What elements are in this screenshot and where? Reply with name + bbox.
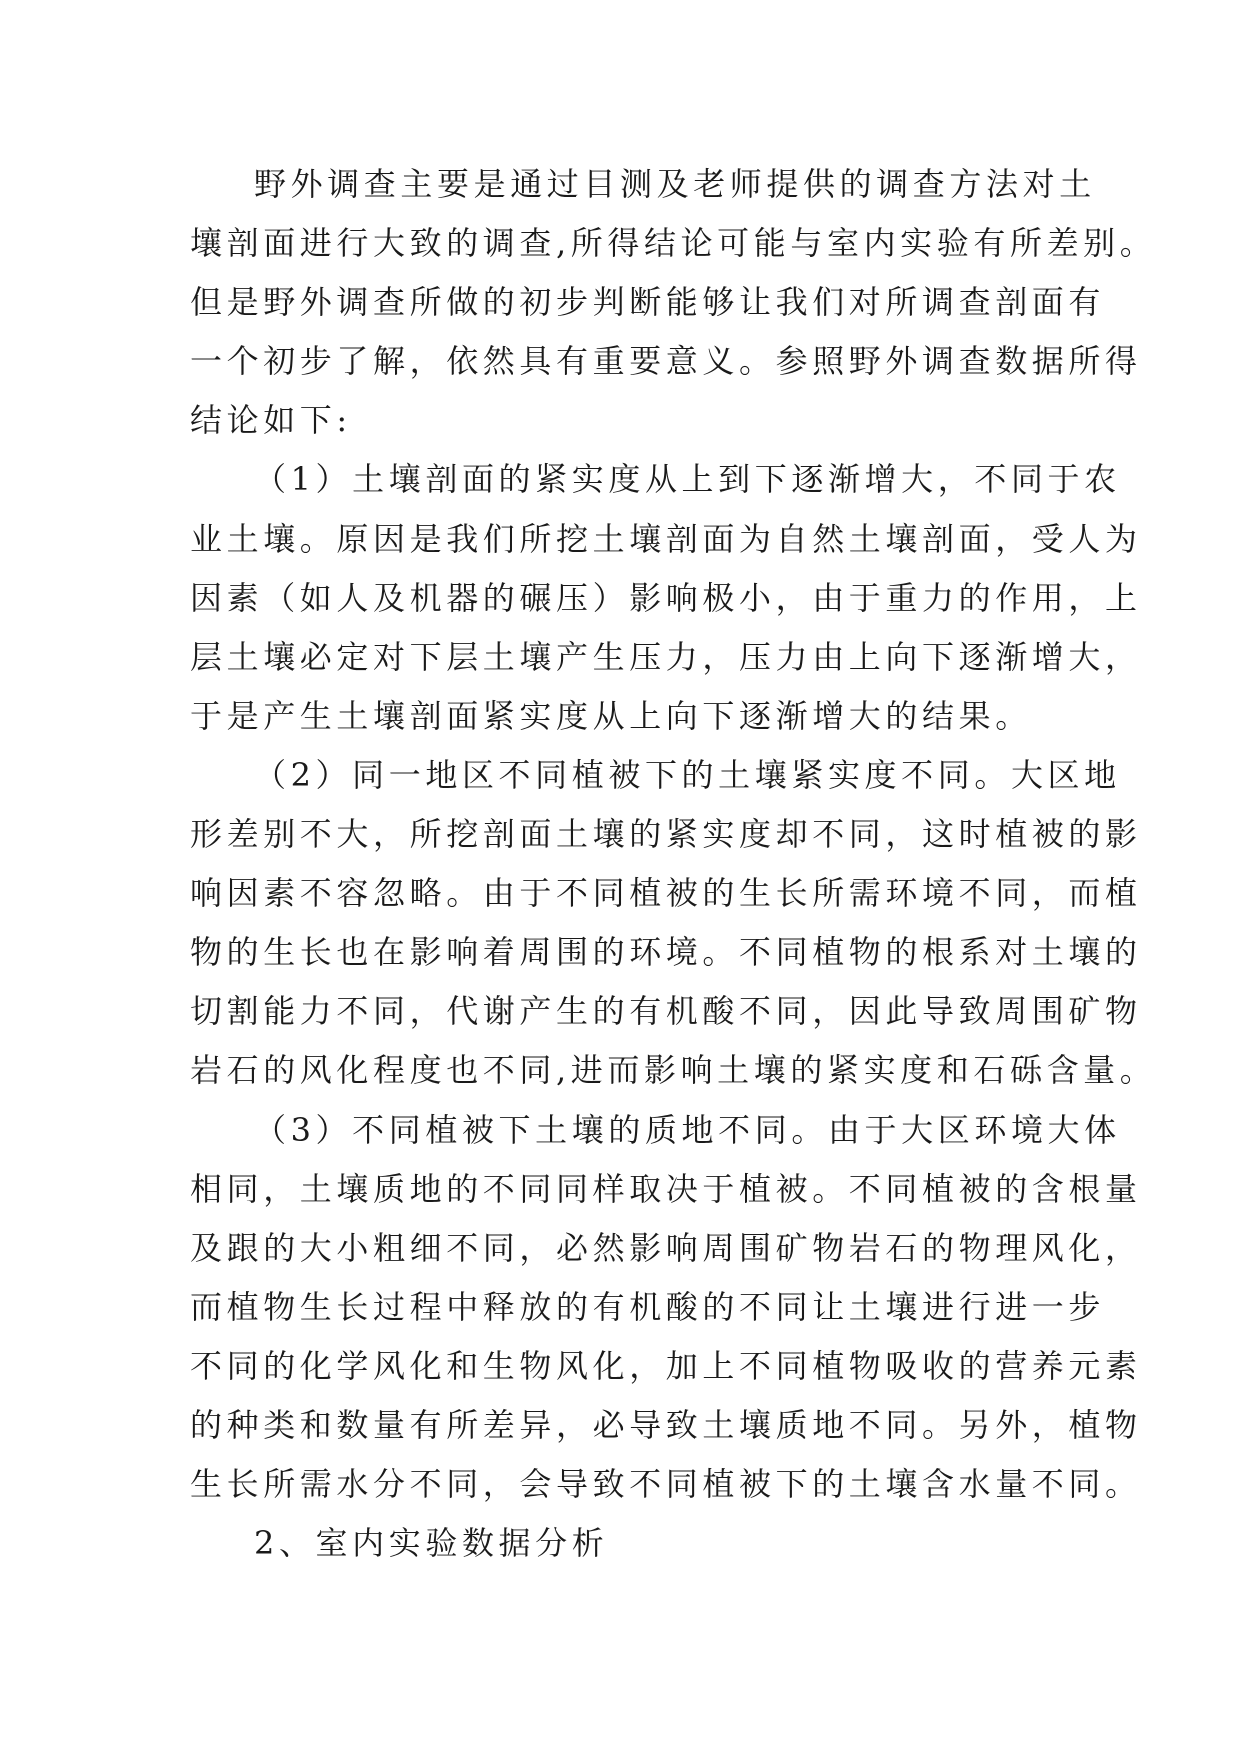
text-line: （2）同一地区不同植被下的土壤紧实度不同。大区地 [254, 755, 1121, 794]
section-heading: 2、室内实验数据分析 [254, 1524, 609, 1563]
text-line: 野外调查主要是通过目测及老师提供的调查方法对土 [254, 165, 1096, 203]
text-line: 业土壤。原因是我们所挖土壤剖面为自然土壤剖面，受人为 [190, 519, 1142, 558]
text-line: 的种类和数量有所差异，必导致土壤质地不同。另外，植物 [190, 1405, 1142, 1444]
text-line: （1）土壤剖面的紧实度从上到下逐渐增大，不同于农 [254, 460, 1121, 499]
text-line: 岩石的风化程度也不同,进而影响土壤的紧实度和石砾含量。 [190, 1051, 1157, 1090]
text-line: 响因素不容忽略。由于不同植被的生长所需环境不同，而植 [190, 874, 1142, 913]
text-line: 而植物生长过程中释放的有机酸的不同让土壤进行进一步 [190, 1287, 1106, 1326]
text-line: 相同，土壤质地的不同同样取决于植被。不同植被的含根量 [190, 1169, 1142, 1208]
text-line: 于是产生土壤剖面紧实度从上向下逐渐增大的结果。 [190, 696, 1032, 735]
text-line: 因素（如人及机器的碾压）影响极小，由于重力的作用，上 [190, 578, 1142, 617]
document-body [190, 155, 1157, 1573]
text-line: 形差别不大，所挖剖面土壤的紧实度却不同，这时植被的影 [190, 815, 1142, 854]
text-line: （3）不同植被下土壤的质地不同。由于大区环境大体 [254, 1110, 1121, 1149]
text-line: 生长所需水分不同，会导致不同植被下的土壤含水量不同。 [190, 1465, 1142, 1504]
text-line: 结论如下: [190, 401, 352, 440]
text-line: 但是野外调查所做的初步判断能够让我们对所调查剖面有 [190, 283, 1106, 322]
text-line: 不同的化学风化和生物风化，加上不同植物吸收的营养元素 [190, 1346, 1142, 1385]
text-line: 一个初步了解，依然具有重要意义。参照野外调查数据所得 [190, 342, 1142, 381]
text-line: 壤剖面进行大致的调查,所得结论可能与室内实验有所差别。 [190, 224, 1157, 263]
text-line: 切割能力不同，代谢产生的有机酸不同，因此导致周围矿物 [190, 992, 1142, 1031]
text-line: 层土壤必定对下层土壤产生压力，压力由上向下逐渐增大， [190, 637, 1142, 676]
text-line: 及跟的大小粗细不同，必然影响周围矿物岩石的物理风化， [190, 1228, 1142, 1267]
text-line: 物的生长也在影响着周围的环境。不同植物的根系对土壤的 [190, 933, 1142, 972]
